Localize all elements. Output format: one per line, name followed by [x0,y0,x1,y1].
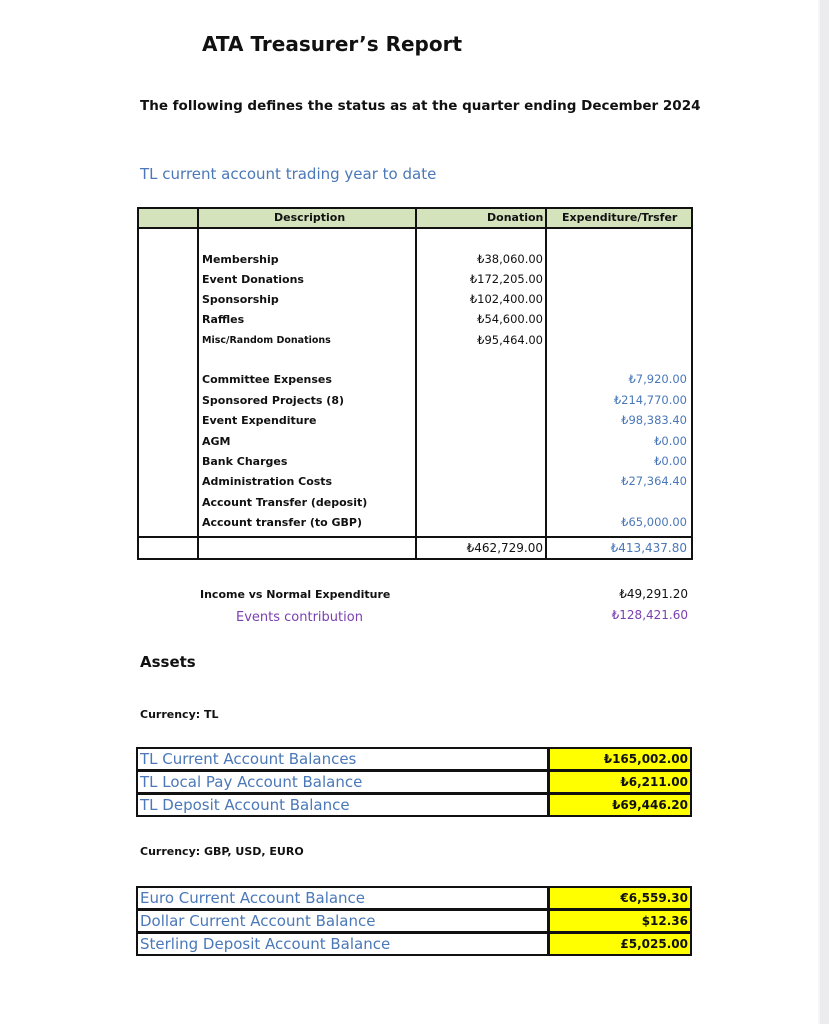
row-label-raffles: Raffles [202,313,245,326]
row-label-agm: AGM [202,435,231,448]
row-label-event-donations: Event Donations [202,273,304,286]
report-subtitle: The following defines the status as at the quarter ending December 2024 [140,98,701,114]
exp-event-expenditure: ₺98,383.40 [621,413,687,427]
exp-transfer-gbp: ₺65,000.00 [621,515,687,529]
balance-row-tl-deposit [136,793,692,817]
exp-committee: ₺7,920.00 [628,372,687,386]
exp-admin-costs: ₺27,364.40 [621,474,687,488]
column-divider [197,209,199,558]
row-label-committee: Committee Expenses [202,373,332,386]
total-expenditure: ₺413,437.80 [610,541,687,555]
income-vs-expenditure-label: Income vs Normal Expenditure [200,588,391,601]
totals-divider [139,536,691,538]
total-donation: ₺462,729.00 [466,541,543,555]
balance-label: TL Deposit Account Balance [140,796,350,814]
balance-value: €6,559.30 [547,888,690,908]
balance-label: Sterling Deposit Account Balance [140,935,391,953]
row-label-bank-charges: Bank Charges [202,455,288,468]
donation-event-donations: ₺172,205.00 [469,272,543,286]
row-label-event-expenditure: Event Expenditure [202,414,317,427]
balance-label: TL Current Account Balances [140,750,357,768]
header-donation: Donation [487,211,544,224]
balance-label: TL Local Pay Account Balance [140,773,363,791]
header-expenditure: Expenditure/Trsfer [562,211,678,224]
currency-tl-label: Currency: TL [140,708,219,721]
row-label-sponsorship: Sponsorship [202,293,279,306]
report-title: ATA Treasurer’s Report [202,32,463,56]
events-contribution-value: ₺128,421.60 [611,608,688,622]
page-edge-scrollbar [818,0,829,1024]
donation-membership: ₺38,060.00 [477,252,543,266]
events-contribution-label: Events contribution [236,610,363,625]
header-description: Description [274,211,346,224]
currency-foreign-label: Currency: GBP, USD, EURO [140,845,304,858]
row-label-sponsored-projects: Sponsored Projects (8) [202,394,345,407]
exp-bank-charges: ₺0.00 [654,454,687,468]
balance-label: Euro Current Account Balance [140,889,366,907]
row-label-transfer-deposit: Account Transfer (deposit) [202,496,368,509]
balance-row-dollar-current [136,909,692,933]
balance-value: £5,025.00 [547,934,690,954]
column-divider [545,209,547,558]
balance-value: ₺69,446.20 [547,795,690,815]
balance-value: ₺6,211.00 [547,772,690,792]
balance-value: ₺165,002.00 [547,749,690,769]
exp-sponsored-projects: ₺214,770.00 [613,393,687,407]
row-label-membership: Membership [202,253,279,266]
row-label-admin-costs: Administration Costs [202,475,333,488]
balance-value: $12.36 [547,911,690,931]
income-vs-expenditure-value: ₺49,291.20 [619,587,688,601]
donation-sponsorship: ₺102,400.00 [469,292,543,306]
balance-row-sterling-deposit [136,932,692,956]
assets-title: Assets [140,653,196,671]
balance-row-euro-current [136,886,692,910]
row-label-misc: Misc/Random Donations [202,335,331,346]
column-divider [415,209,417,558]
trading-table [137,207,693,560]
balance-label: Dollar Current Account Balance [140,912,376,930]
row-label-transfer-gbp: Account transfer (to GBP) [202,516,363,529]
exp-agm: ₺0.00 [654,434,687,448]
donation-misc: ₺95,464.00 [477,333,543,347]
balance-row-tl-current [136,747,692,771]
donation-raffles: ₺54,600.00 [477,312,543,326]
balance-row-tl-local-pay [136,770,692,794]
section-title: TL current account trading year to date [140,165,437,183]
